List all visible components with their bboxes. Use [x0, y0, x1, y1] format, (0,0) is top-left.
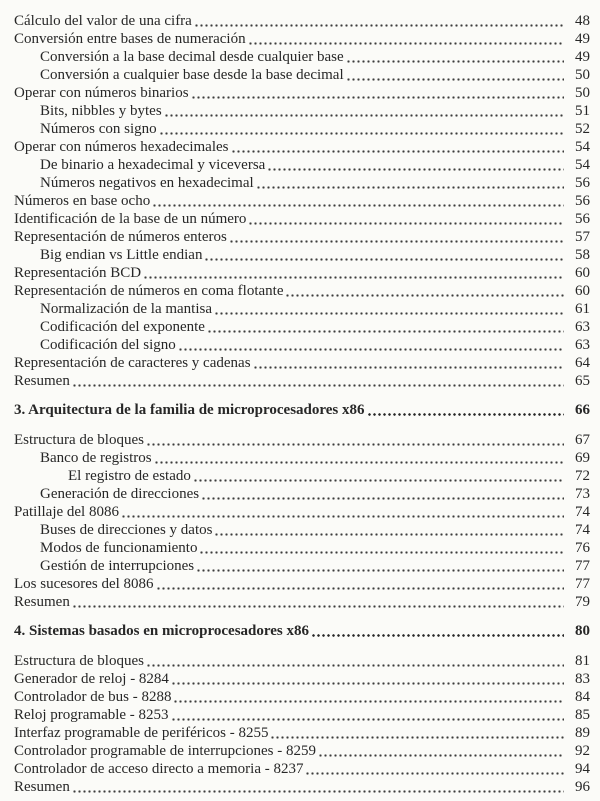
toc-entry-label: Números con signo	[40, 121, 157, 137]
toc-entry-label: Estructura de bloques	[14, 653, 144, 669]
dot-leader	[232, 138, 565, 156]
toc-entry	[14, 282, 590, 300]
toc-entry	[14, 778, 590, 796]
dot-leader	[147, 431, 564, 449]
toc-entry-page: 74	[575, 504, 590, 520]
toc-entry-label: Estructura de bloques	[14, 432, 144, 448]
toc-entry-page: 54	[575, 139, 590, 155]
toc-entry-label: Controlador de bus - 8288	[14, 689, 172, 705]
toc-entry-label: Operar con números binarios	[14, 85, 189, 101]
toc-entry-page: 74	[575, 522, 590, 538]
toc-entry-page: 69	[575, 450, 590, 466]
toc-entry-label: Big endian vs Little endian	[40, 247, 203, 263]
toc-entry-label: Representación BCD	[14, 265, 142, 281]
dot-leader	[147, 652, 564, 670]
toc-entry-label: Gestión de interrupciones	[40, 558, 195, 574]
toc-entry	[14, 174, 590, 192]
toc-entry-page: 85	[575, 707, 590, 723]
dot-leader	[230, 228, 564, 246]
toc-chapter-heading	[14, 622, 590, 640]
dot-leader	[306, 760, 564, 778]
toc-entry	[14, 264, 590, 282]
toc-entry-page: 72	[575, 468, 590, 484]
toc-entry-page: 56	[575, 175, 590, 191]
dot-leader	[257, 174, 564, 192]
toc-entry	[14, 485, 590, 503]
toc-entry-page: 50	[575, 67, 590, 83]
toc-entry-page: 67	[575, 432, 590, 448]
toc-entry	[14, 521, 590, 539]
toc-entry-label: Generación de direcciones	[40, 486, 200, 502]
toc-entry	[14, 48, 590, 66]
toc-entry-page: 60	[575, 265, 590, 281]
toc-entry-page: 48	[575, 13, 590, 29]
toc-entry	[14, 228, 590, 246]
toc-list	[14, 12, 590, 796]
dot-leader	[200, 539, 564, 557]
toc-entry-label: Buses de direcciones y datos	[40, 522, 213, 538]
toc-entry-label: 3. Arquitectura de la familia de microprocesadores x86	[14, 402, 365, 418]
toc-entry-label: Representación de números en coma flotante	[14, 283, 284, 299]
toc-entry-page: 56	[575, 193, 590, 209]
toc-entry-page: 73	[575, 486, 590, 502]
dot-leader	[202, 485, 564, 503]
dot-leader	[286, 282, 564, 300]
toc-entry	[14, 120, 590, 138]
toc-entry	[14, 138, 590, 156]
toc-entry-page: 52	[575, 121, 590, 137]
toc-entry	[14, 760, 590, 778]
dot-leader	[208, 318, 564, 336]
toc-entry-page: 92	[575, 743, 590, 759]
toc-entry-label: 4. Sistemas basados en microprocesadores x86	[14, 623, 310, 639]
dot-leader	[254, 354, 564, 372]
dot-leader	[179, 336, 564, 354]
toc-entry-page: 57	[575, 229, 590, 245]
toc-entry	[14, 318, 590, 336]
toc-entry-label: Operar con números hexadecimales	[14, 139, 229, 155]
toc-entry-label: Patillaje del 8086	[14, 504, 119, 520]
dot-leader	[347, 48, 564, 66]
toc-entry-page: 80	[575, 623, 590, 639]
toc-entry	[14, 431, 590, 449]
toc-entry-label: Reloj programable - 8253	[14, 707, 169, 723]
toc-entry-page: 49	[575, 31, 590, 47]
toc-entry-page: 50	[575, 85, 590, 101]
dot-leader	[195, 12, 564, 30]
toc-entry-page: 61	[575, 301, 590, 317]
dot-leader	[172, 706, 564, 724]
toc-entry-label: Los sucesores del 8086	[14, 576, 154, 592]
dot-leader	[174, 688, 564, 706]
toc-entry-label: Representación de números enteros	[14, 229, 227, 245]
toc-entry-label: Bits, nibbles y bytes	[40, 103, 162, 119]
toc-entry-page: 56	[575, 211, 590, 227]
toc-entry	[14, 706, 590, 724]
toc-entry	[14, 102, 590, 120]
toc-entry-label: Modos de funcionamiento	[40, 540, 198, 556]
toc-entry	[14, 192, 590, 210]
toc-entry-label: Resumen	[14, 779, 70, 795]
dot-leader	[172, 670, 564, 688]
toc-entry-page: 94	[575, 761, 590, 777]
toc-entry-label: Conversión entre bases de numeración	[14, 31, 246, 47]
dot-leader	[215, 300, 564, 318]
dot-leader	[160, 120, 564, 138]
toc-entry	[14, 210, 590, 228]
toc-entry-page: 51	[575, 103, 590, 119]
toc-entry	[14, 652, 590, 670]
toc-entry	[14, 12, 590, 30]
dot-leader	[153, 192, 564, 210]
toc-entry-page: 64	[575, 355, 590, 371]
toc-entry-label: Números en base ocho	[14, 193, 151, 209]
toc-entry-label: Interfaz programable de periféricos - 8255	[14, 725, 269, 741]
dot-leader	[205, 246, 564, 264]
toc-entry-page: 58	[575, 247, 590, 263]
toc-entry	[14, 742, 590, 760]
toc-entry-page: 66	[575, 402, 590, 418]
toc-entry	[14, 354, 590, 372]
dot-leader	[165, 102, 564, 120]
toc-entry	[14, 503, 590, 521]
toc-entry-label: El registro de estado	[68, 468, 191, 484]
dot-leader	[249, 210, 564, 228]
toc-entry-label: Resumen	[14, 373, 70, 389]
toc-entry	[14, 575, 590, 593]
toc-entry-label: Resumen	[14, 594, 70, 610]
toc-entry-label: Controlador programable de interrupciones - 8259	[14, 743, 316, 759]
toc-entry-page: 89	[575, 725, 590, 741]
toc-entry-page: 60	[575, 283, 590, 299]
dot-leader	[73, 778, 564, 796]
toc-entry-page: 84	[575, 689, 590, 705]
toc-entry-page: 65	[575, 373, 590, 389]
toc-entry	[14, 688, 590, 706]
toc-entry-page: 63	[575, 319, 590, 335]
toc-entry-label: Identificación de la base de un número	[14, 211, 247, 227]
toc-entry-page: 96	[575, 779, 590, 795]
toc-entry-page: 77	[575, 576, 590, 592]
dot-leader	[215, 521, 564, 539]
toc-entry	[14, 336, 590, 354]
dot-leader	[347, 66, 564, 84]
toc-entry	[14, 670, 590, 688]
dot-leader	[192, 84, 564, 102]
toc-entry-label: Normalización de la mantisa	[40, 301, 213, 317]
toc-entry	[14, 593, 590, 611]
toc-entry-label: Conversión a la base decimal desde cualquier base	[40, 49, 344, 65]
toc-entry-label: Banco de registros	[40, 450, 152, 466]
toc-entry	[14, 724, 590, 742]
dot-leader	[368, 401, 564, 419]
toc-entry-label: De binario a hexadecimal y viceversa	[40, 157, 266, 173]
dot-leader	[268, 156, 564, 174]
toc-entry-label: Representación de caracteres y cadenas	[14, 355, 251, 371]
dot-leader	[197, 557, 564, 575]
toc-entry	[14, 467, 590, 485]
dot-leader	[157, 575, 564, 593]
toc-entry	[14, 372, 590, 390]
dot-leader	[73, 372, 564, 390]
toc-entry	[14, 30, 590, 48]
toc-entry-label: Generador de reloj - 8284	[14, 671, 169, 687]
toc-entry-label: Cálculo del valor de una cifra	[14, 13, 192, 29]
dot-leader	[144, 264, 564, 282]
toc-entry	[14, 539, 590, 557]
dot-leader	[249, 30, 564, 48]
dot-leader	[122, 503, 564, 521]
toc-entry	[14, 246, 590, 264]
toc-entry-page: 63	[575, 337, 590, 353]
toc-entry-label: Codificación del exponente	[40, 319, 205, 335]
toc-entry-page: 76	[575, 540, 590, 556]
toc-entry-label: Controlador de acceso directo a memoria - 8237	[14, 761, 304, 777]
toc-entry-page: 83	[575, 671, 590, 687]
toc-entry	[14, 557, 590, 575]
toc-entry-label: Conversión a cualquier base desde la base decimal	[40, 67, 344, 83]
toc-entry	[14, 449, 590, 467]
toc-entry-page: 49	[575, 49, 590, 65]
toc-entry-label: Números negativos en hexadecimal	[40, 175, 254, 191]
toc-entry-label: Codificación del signo	[40, 337, 176, 353]
toc-entry	[14, 300, 590, 318]
toc-entry	[14, 156, 590, 174]
dot-leader	[194, 467, 564, 485]
toc-entry-page: 81	[575, 653, 590, 669]
dot-leader	[319, 742, 564, 760]
dot-leader	[155, 449, 564, 467]
toc-entry-page: 54	[575, 157, 590, 173]
toc-entry	[14, 66, 590, 84]
dot-leader	[73, 593, 564, 611]
dot-leader	[312, 622, 564, 640]
toc-entry-page: 77	[575, 558, 590, 574]
dot-leader	[271, 724, 564, 742]
toc-entry-page: 79	[575, 594, 590, 610]
toc-chapter-heading	[14, 401, 590, 419]
toc-entry	[14, 84, 590, 102]
